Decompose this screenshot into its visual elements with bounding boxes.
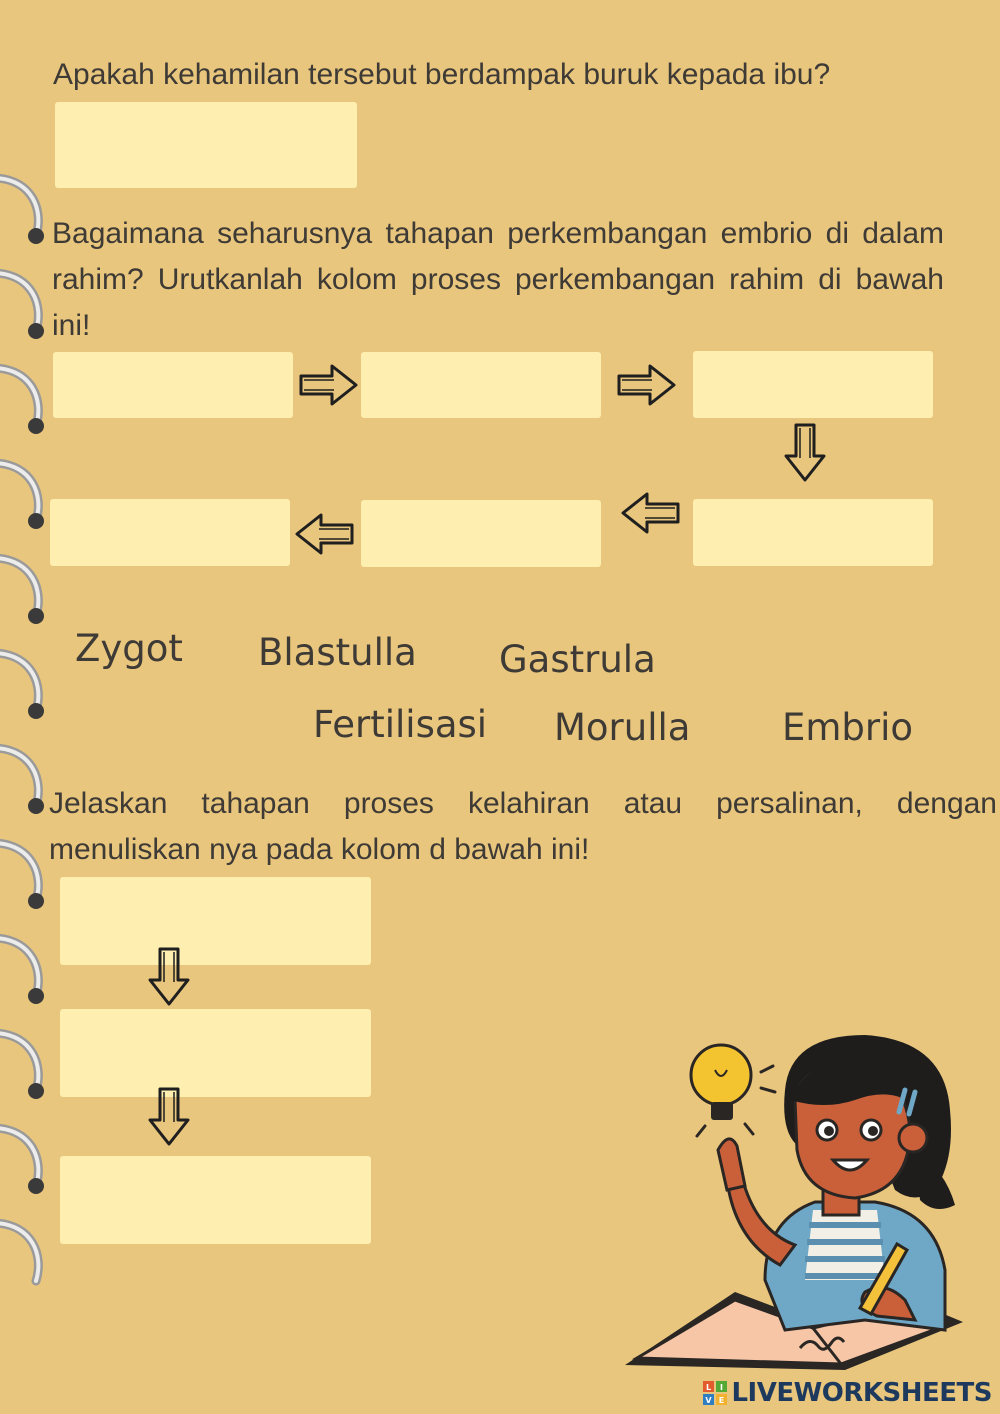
girl-lightbulb-illustration	[615, 1030, 975, 1375]
svg-text:I: I	[720, 1383, 724, 1392]
ring-icon	[0, 558, 44, 624]
answer-box-q2-4[interactable]	[693, 499, 933, 566]
question-2: Bagaimana seharusnya tahapan perkembangan embrio di dalam rahim? Urutkanlah kolom proses perkembangan rahim di bawah ini!	[52, 217, 944, 342]
answer-box-q2-3[interactable]	[693, 351, 933, 418]
svg-text:L: L	[706, 1383, 712, 1392]
left-arrow-icon	[293, 511, 355, 557]
answer-box-q3-1[interactable]	[60, 877, 371, 965]
liveworksheets-logo-icon	[703, 1381, 727, 1405]
ring-icon	[0, 1128, 44, 1194]
ring-icon	[0, 273, 44, 339]
ring-icon	[0, 178, 44, 244]
svg-text:V: V	[705, 1396, 713, 1405]
answer-box-q2-5[interactable]	[361, 500, 601, 567]
left-arrow-icon	[619, 490, 681, 536]
ring-icon	[0, 653, 44, 719]
ring-icon	[0, 1223, 38, 1281]
question-1: Apakah kehamilan tersebut berdampak buruk kepada ibu?	[53, 58, 831, 91]
word-zygot[interactable]: Zygot	[75, 627, 183, 670]
answer-box-q3-3[interactable]	[60, 1156, 371, 1244]
ring-icon	[0, 368, 44, 434]
word-morulla[interactable]: Morulla	[554, 706, 691, 749]
liveworksheets-logo	[703, 1378, 992, 1408]
svg-text:E: E	[719, 1396, 725, 1405]
ring-icon	[0, 843, 44, 909]
word-embrio[interactable]: Embrio	[782, 706, 914, 749]
word-blastulla[interactable]: Blastulla	[258, 631, 417, 674]
down-arrow-icon	[146, 1086, 192, 1148]
word-gastrula[interactable]: Gastrula	[499, 638, 656, 681]
question-3: Jelaskan tahapan proses kelahiran atau persalinan, dengan menuliskan nya pada kolom d bawah ini!	[49, 787, 997, 866]
lightbulb-icon	[691, 1045, 775, 1136]
ring-icon	[0, 463, 44, 529]
down-arrow-icon	[782, 422, 828, 484]
answer-box-q3-2[interactable]	[60, 1009, 371, 1097]
answer-box-q2-2[interactable]	[361, 352, 601, 418]
word-fertilisasi[interactable]: Fertilisasi	[313, 703, 488, 746]
right-arrow-icon	[298, 362, 360, 408]
liveworksheets-logo-text: LIVEWORKSHEETS	[731, 1378, 992, 1408]
answer-box-q2-1[interactable]	[53, 352, 293, 418]
right-arrow-icon	[616, 362, 678, 408]
ring-icon	[0, 938, 44, 1004]
down-arrow-icon	[146, 946, 192, 1008]
ring-icon	[0, 1033, 44, 1099]
ring-icon	[0, 748, 44, 814]
answer-box-q1[interactable]	[55, 102, 357, 188]
answer-box-q2-6[interactable]	[50, 499, 290, 566]
